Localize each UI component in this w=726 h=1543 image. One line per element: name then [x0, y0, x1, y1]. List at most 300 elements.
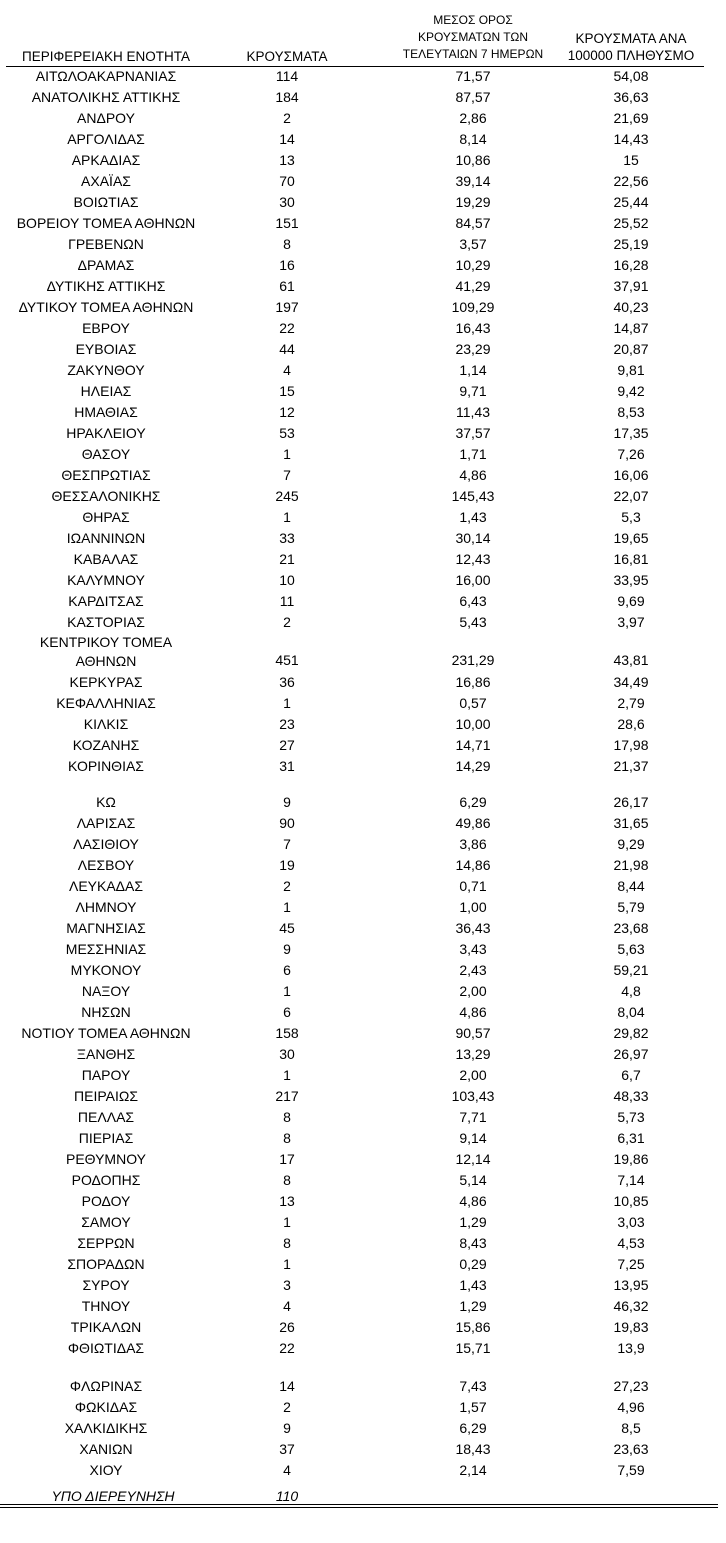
row-cases: 70 [279, 173, 295, 189]
row-cases: 451 [275, 652, 299, 668]
row-region-name: ΑΝΑΤΟΛΙΚΗΣ ΑΤΤΙΚΗΣ [31, 89, 181, 105]
row-cases: 9 [283, 794, 291, 810]
row-region-name: ΚΩ [96, 794, 116, 810]
row-avg-7-days: 23,29 [455, 341, 491, 357]
row-avg-7-days: 1,00 [459, 899, 487, 915]
table-row [0, 1439, 726, 1460]
row-rate-per-100k: 59,21 [613, 962, 649, 978]
row-cases: 14 [279, 131, 295, 147]
header-rate-line1: ΚΡΟΥΣΜΑΤΑ ΑΝΑ [575, 31, 687, 46]
row-avg-7-days: 49,86 [455, 815, 491, 831]
table-row [0, 981, 726, 1002]
row-avg-7-days: 4,86 [459, 467, 487, 483]
row-cases: 245 [275, 488, 299, 504]
table-row [0, 1002, 726, 1023]
row-region-name: ΛΕΣΒΟΥ [77, 857, 135, 873]
row-cases: 30 [279, 1046, 295, 1062]
row-cases: 17 [279, 1151, 295, 1167]
row-rate-per-100k: 20,87 [613, 341, 649, 357]
row-rate-per-100k: 25,44 [613, 194, 649, 210]
row-rate-per-100k: 9,29 [617, 836, 645, 852]
row-cases: 37 [279, 1441, 295, 1457]
table-row [0, 1086, 726, 1107]
row-cases: 9 [283, 1420, 291, 1436]
row-cases: 23 [279, 716, 295, 732]
row-avg-7-days: 10,86 [455, 152, 491, 168]
row-avg-7-days: 1,29 [459, 1214, 487, 1230]
row-cases: 26 [279, 1319, 295, 1335]
row-avg-7-days: 8,43 [459, 1235, 487, 1251]
table-row [0, 108, 726, 129]
header-rate [556, 30, 706, 64]
row-avg-7-days: 5,43 [459, 614, 487, 630]
row-rate-per-100k: 7,25 [617, 1256, 645, 1272]
table-row [0, 1296, 726, 1317]
row-cases: 217 [275, 1088, 299, 1104]
row-cases: 7 [283, 836, 291, 852]
row-region-name: ΣΥΡΟΥ [82, 1277, 130, 1293]
table-row [0, 1191, 726, 1212]
row-region-name-line2: ΑΘΗΝΩΝ [75, 653, 137, 669]
row-region-name [0, 633, 212, 671]
table-row [0, 507, 726, 528]
table-row [0, 735, 726, 756]
row-region-name: ΡΟΔΟΠΗΣ [71, 1172, 141, 1188]
row-region-name: ΝΗΣΩΝ [81, 1004, 131, 1020]
row-rate-per-100k: 21,98 [613, 857, 649, 873]
row-rate-per-100k: 14,87 [613, 320, 649, 336]
row-avg-7-days: 16,00 [455, 572, 491, 588]
row-cases: 14 [279, 1378, 295, 1394]
row-rate-per-100k: 22,07 [613, 488, 649, 504]
table-row [0, 897, 726, 918]
row-cases: 10 [279, 572, 295, 588]
row-region-name: ΚΟΖΑΝΗΣ [72, 737, 140, 753]
row-cases: 22 [279, 320, 295, 336]
table-row [0, 297, 726, 318]
row-region-name: ΞΑΝΘΗΣ [76, 1046, 136, 1062]
table-row [0, 792, 726, 813]
table-row [0, 444, 726, 465]
row-region-name: ΠΕΙΡΑΙΩΣ [74, 1088, 138, 1104]
footer-cases: 110 [275, 1488, 299, 1504]
row-avg-7-days: 145,43 [451, 488, 495, 504]
row-cases: 30 [279, 194, 295, 210]
row-rate-per-100k: 7,26 [617, 446, 645, 462]
table-row [0, 486, 726, 507]
row-region-name: ΑΧΑΪΑΣ [81, 173, 131, 189]
row-rate-per-100k: 9,81 [617, 362, 645, 378]
row-rate-per-100k: 16,28 [613, 257, 649, 273]
table-row [0, 1460, 726, 1481]
row-rate-per-100k: 8,04 [617, 1004, 645, 1020]
table-row [0, 423, 726, 444]
row-region-name: ΒΟΡΕΙΟΥ ΤΟΜΕΑ ΑΘΗΝΩΝ [16, 215, 196, 231]
row-region-name: ΗΛΕΙΑΣ [80, 383, 132, 399]
row-avg-7-days: 1,57 [459, 1399, 487, 1415]
table-row [0, 960, 726, 981]
table-row [0, 855, 726, 876]
row-rate-per-100k: 25,52 [613, 215, 649, 231]
row-region-name: ΚΕΦΑΛΛΗΝΙΑΣ [56, 695, 156, 711]
row-rate-per-100k: 2,79 [617, 695, 645, 711]
row-region-name: ΑΝΔΡΟΥ [77, 110, 135, 126]
row-rate-per-100k: 26,17 [613, 794, 649, 810]
table-row [0, 276, 726, 297]
row-rate-per-100k: 28,6 [617, 716, 645, 732]
row-region-name: ΧΑΝΙΩΝ [79, 1441, 133, 1457]
row-rate-per-100k: 16,81 [613, 551, 649, 567]
row-rate-per-100k: 4,96 [617, 1399, 645, 1415]
row-rate-per-100k: 4,8 [621, 983, 641, 999]
row-rate-per-100k: 17,98 [613, 737, 649, 753]
row-rate-per-100k: 9,42 [617, 383, 645, 399]
row-cases: 1 [283, 1214, 291, 1230]
row-rate-per-100k: 3,03 [617, 1214, 645, 1230]
row-rate-per-100k: 8,5 [621, 1420, 641, 1436]
table-row [0, 1023, 726, 1044]
row-rate-per-100k: 22,56 [613, 173, 649, 189]
row-region-name: ΗΜΑΘΙΑΣ [74, 404, 138, 420]
table-row [0, 939, 726, 960]
row-cases: 53 [279, 425, 295, 441]
row-rate-per-100k: 5,3 [621, 509, 641, 525]
row-rate-per-100k: 9,69 [617, 593, 645, 609]
row-cases: 33 [279, 530, 295, 546]
row-rate-per-100k: 8,44 [617, 878, 645, 894]
row-region-name: ΖΑΚΥΝΘΟΥ [67, 362, 145, 378]
row-cases: 4 [283, 362, 291, 378]
row-avg-7-days: 41,29 [455, 278, 491, 294]
table-row [0, 1338, 726, 1359]
row-rate-per-100k: 26,97 [613, 1046, 649, 1062]
row-rate-per-100k: 15 [623, 152, 639, 168]
table-row [0, 1233, 726, 1254]
row-cases: 6 [283, 1004, 291, 1020]
row-rate-per-100k: 21,37 [613, 758, 649, 774]
table-row [0, 1317, 726, 1338]
row-region-name: ΡΕΘΥΜΝΟΥ [65, 1151, 146, 1167]
row-region-name: ΚΑΒΑΛΑΣ [73, 551, 139, 567]
row-avg-7-days: 36,43 [455, 920, 491, 936]
row-avg-7-days: 12,14 [455, 1151, 491, 1167]
row-cases: 36 [279, 674, 295, 690]
table-row [0, 714, 726, 735]
row-region-name: ΓΡΕΒΕΝΩΝ [68, 236, 144, 252]
row-avg-7-days: 30,14 [455, 530, 491, 546]
row-cases: 19 [279, 857, 295, 873]
row-avg-7-days: 3,86 [459, 836, 487, 852]
row-avg-7-days: 8,14 [459, 131, 487, 147]
table-row [0, 66, 726, 87]
row-avg-7-days: 4,86 [459, 1004, 487, 1020]
row-avg-7-days: 37,57 [455, 425, 491, 441]
row-region-name: ΜΕΣΣΗΝΙΑΣ [65, 941, 147, 957]
row-avg-7-days: 14,86 [455, 857, 491, 873]
row-cases: 4 [283, 1298, 291, 1314]
row-avg-7-days: 1,71 [459, 446, 487, 462]
row-cases: 21 [279, 551, 295, 567]
row-region-name: ΙΩΑΝΝΙΝΩΝ [66, 530, 146, 546]
row-region-name: ΠΕΛΛΑΣ [77, 1109, 135, 1125]
row-cases: 2 [283, 1399, 291, 1415]
row-region-name: ΘΕΣΠΡΩΤΙΑΣ [61, 467, 151, 483]
row-region-name: ΕΒΡΟΥ [82, 320, 130, 336]
row-cases: 114 [275, 68, 299, 84]
row-cases: 3 [283, 1277, 291, 1293]
row-cases: 1 [283, 695, 291, 711]
row-rate-per-100k: 3,97 [617, 614, 645, 630]
row-avg-7-days: 15,71 [455, 1340, 491, 1356]
table-row [0, 339, 726, 360]
row-avg-7-days: 231,29 [451, 652, 495, 668]
row-avg-7-days: 1,29 [459, 1298, 487, 1314]
row-rate-per-100k: 19,65 [613, 530, 649, 546]
row-region-name: ΛΕΥΚΑΔΑΣ [68, 878, 144, 894]
row-rate-per-100k: 43,81 [613, 652, 649, 668]
table-row [0, 1254, 726, 1275]
row-rate-per-100k: 36,63 [613, 89, 649, 105]
table-row [0, 360, 726, 381]
row-rate-per-100k: 33,95 [613, 572, 649, 588]
row-region-name: ΡΟΔΟΥ [81, 1193, 131, 1209]
row-avg-7-days: 10,29 [455, 257, 491, 273]
table-row [0, 192, 726, 213]
row-cases: 13 [279, 152, 295, 168]
row-region-name: ΘΗΡΑΣ [82, 509, 130, 525]
row-avg-7-days: 1,43 [459, 509, 487, 525]
row-region-name: ΗΡΑΚΛΕΙΟΥ [66, 425, 146, 441]
table-row [0, 1376, 726, 1397]
row-avg-7-days: 14,71 [455, 737, 491, 753]
row-avg-7-days: 0,57 [459, 695, 487, 711]
table-row [0, 834, 726, 855]
row-region-name: ΣΠΟΡΑΔΩΝ [67, 1256, 145, 1272]
table-row [0, 1149, 726, 1170]
table-row [0, 87, 726, 108]
row-region-name: ΔΥΤΙΚΟΥ ΤΟΜΕΑ ΑΘΗΝΩΝ [18, 299, 194, 315]
row-region-name: ΛΑΣΙΘΙΟΥ [73, 836, 139, 852]
row-avg-7-days: 3,57 [459, 236, 487, 252]
row-region-name: ΜΑΓΝΗΣΙΑΣ [66, 920, 146, 936]
row-region-name: ΑΡΓΟΛΙΔΑΣ [67, 131, 145, 147]
table-row [0, 1170, 726, 1191]
table-row [0, 549, 726, 570]
row-avg-7-days: 2,86 [459, 110, 487, 126]
row-avg-7-days: 1,14 [459, 362, 487, 378]
row-rate-per-100k: 10,85 [613, 1193, 649, 1209]
table-row [0, 591, 726, 612]
row-region-name: ΧΑΛΚΙΔΙΚΗΣ [64, 1420, 148, 1436]
row-region-name: ΚΑΡΔΙΤΣΑΣ [68, 593, 144, 609]
header-avg [362, 12, 584, 63]
row-rate-per-100k: 21,69 [613, 110, 649, 126]
row-rate-per-100k: 5,63 [617, 941, 645, 957]
row-avg-7-days: 103,43 [451, 1088, 495, 1104]
row-region-name: ΔΡΑΜΑΣ [77, 257, 135, 273]
row-region-name: ΜΥΚΟΝΟΥ [70, 962, 142, 978]
row-rate-per-100k: 7,59 [617, 1462, 645, 1478]
row-cases: 1 [283, 983, 291, 999]
table-row [0, 1107, 726, 1128]
table-row [0, 1065, 726, 1086]
table-row [0, 1275, 726, 1296]
row-rate-per-100k: 29,82 [613, 1025, 649, 1041]
row-cases: 90 [279, 815, 295, 831]
row-rate-per-100k: 8,53 [617, 404, 645, 420]
header-avg-line1: ΜΕΣΟΣ ΟΡΟΣ [433, 13, 513, 27]
row-region-name: ΚΑΛΥΜΝΟΥ [67, 572, 145, 588]
table-row [0, 918, 726, 939]
row-cases: 1 [283, 509, 291, 525]
row-rate-per-100k: 5,79 [617, 899, 645, 915]
row-avg-7-days: 90,57 [455, 1025, 491, 1041]
row-region-name: ΚΑΣΤΟΡΙΑΣ [67, 614, 145, 630]
row-cases: 13 [279, 1193, 295, 1209]
table-row [0, 213, 726, 234]
row-rate-per-100k: 46,32 [613, 1298, 649, 1314]
row-cases: 22 [279, 1340, 295, 1356]
row-cases: 8 [283, 1235, 291, 1251]
row-avg-7-days: 3,43 [459, 941, 487, 957]
row-cases: 184 [275, 89, 299, 105]
row-region-name: ΚΟΡΙΝΘΙΑΣ [68, 758, 144, 774]
row-cases: 4 [283, 1462, 291, 1478]
row-region-name: ΣΑΜΟΥ [81, 1214, 131, 1230]
row-region-name: ΦΩΚΙΔΑΣ [74, 1399, 138, 1415]
row-rate-per-100k: 54,08 [613, 68, 649, 84]
table-row [0, 672, 726, 693]
table-row [0, 1044, 726, 1065]
row-rate-per-100k: 25,19 [613, 236, 649, 252]
row-avg-7-days: 18,43 [455, 1441, 491, 1457]
table-row [0, 693, 726, 714]
row-avg-7-days: 2,43 [459, 962, 487, 978]
row-region-name: ΑΙΤΩΛΟΑΚΑΡΝΑΝΙΑΣ [35, 68, 177, 84]
row-avg-7-days: 16,86 [455, 674, 491, 690]
table-row [0, 876, 726, 897]
row-avg-7-days: 71,57 [455, 68, 491, 84]
row-cases: 2 [283, 110, 291, 126]
row-rate-per-100k: 23,68 [613, 920, 649, 936]
row-cases: 151 [275, 215, 299, 231]
row-region-name: ΠΑΡΟΥ [81, 1067, 131, 1083]
row-rate-per-100k: 19,86 [613, 1151, 649, 1167]
table-row [0, 234, 726, 255]
table-row [0, 612, 726, 633]
row-avg-7-days: 2,00 [459, 1067, 487, 1083]
row-cases: 15 [279, 383, 295, 399]
row-avg-7-days: 4,86 [459, 1193, 487, 1209]
row-cases: 27 [279, 737, 295, 753]
row-cases: 1 [283, 1256, 291, 1272]
row-cases: 44 [279, 341, 295, 357]
row-avg-7-days: 5,14 [459, 1172, 487, 1188]
footer-label: ΥΠΟ ΔΙΕΡΕΥΝΗΣΗ [51, 1488, 175, 1504]
row-avg-7-days: 9,14 [459, 1130, 487, 1146]
row-region-name: ΦΛΩΡΙΝΑΣ [69, 1378, 143, 1394]
row-rate-per-100k: 16,06 [613, 467, 649, 483]
header-rate-line2: 100000 ΠΛΗΘΥΣΜΟ [567, 48, 695, 63]
row-cases: 11 [279, 593, 295, 609]
row-cases: 1 [283, 446, 291, 462]
row-cases: 12 [279, 404, 295, 420]
table-row [0, 150, 726, 171]
row-avg-7-days: 1,43 [459, 1277, 487, 1293]
table-bottom-border [0, 1504, 718, 1508]
row-avg-7-days: 109,29 [451, 299, 495, 315]
row-avg-7-days: 11,43 [456, 404, 490, 420]
row-region-name: ΣΕΡΡΩΝ [77, 1235, 135, 1251]
row-avg-7-days: 10,00 [455, 716, 491, 732]
row-rate-per-100k: 27,23 [613, 1378, 649, 1394]
row-avg-7-days: 0,71 [459, 878, 487, 894]
row-region-name-line1: ΚΕΝΤΡΙΚΟΥ ΤΟΜΕΑ [39, 634, 173, 650]
table-row [0, 402, 726, 423]
row-cases: 8 [283, 236, 291, 252]
row-rate-per-100k: 34,49 [613, 674, 649, 690]
row-cases: 31 [279, 758, 295, 774]
row-avg-7-days: 6,29 [459, 1420, 487, 1436]
header-avg-line2: ΚΡΟΥΣΜΑΤΩΝ ΤΩΝ [417, 30, 529, 44]
row-region-name: ΘΕΣΣΑΛΟΝΙΚΗΣ [51, 488, 161, 504]
table-row [0, 1212, 726, 1233]
row-rate-per-100k: 6,7 [621, 1067, 641, 1083]
row-avg-7-days: 2,14 [459, 1462, 487, 1478]
row-avg-7-days: 12,43 [455, 551, 491, 567]
row-region-name: ΔΥΤΙΚΗΣ ΑΤΤΙΚΗΣ [46, 278, 166, 294]
row-cases: 2 [283, 614, 291, 630]
row-region-name: ΝΟΤΙΟΥ ΤΟΜΕΑ ΑΘΗΝΩΝ [21, 1025, 191, 1041]
row-region-name: ΒΟΙΩΤΙΑΣ [73, 194, 139, 210]
table-row [0, 570, 726, 591]
row-rate-per-100k: 5,73 [617, 1109, 645, 1125]
row-rate-per-100k: 6,31 [617, 1130, 645, 1146]
row-cases: 7 [283, 467, 291, 483]
row-region-name: ΠΙΕΡΙΑΣ [78, 1130, 134, 1146]
row-region-name: ΛΗΜΝΟΥ [75, 899, 137, 915]
row-region-name: ΝΑΞΟΥ [81, 983, 131, 999]
row-rate-per-100k: 31,65 [613, 815, 649, 831]
table-row [0, 1418, 726, 1439]
row-region-name: ΤΡΙΚΑΛΩΝ [70, 1319, 142, 1335]
table-row [0, 318, 726, 339]
header-region: ΠΕΡΙΦΕΡΕΙΑΚΗ ΕΝΟΤΗΤΑ [21, 49, 191, 64]
row-avg-7-days: 14,29 [455, 758, 491, 774]
row-region-name: ΦΘΙΩΤΙΔΑΣ [67, 1340, 145, 1356]
row-region-name: ΑΡΚΑΔΙΑΣ [71, 152, 141, 168]
table-row [0, 381, 726, 402]
row-region-name: ΛΑΡΙΣΑΣ [76, 815, 136, 831]
row-region-name: ΘΑΣΟΥ [81, 446, 131, 462]
row-cases: 8 [283, 1172, 291, 1188]
row-rate-per-100k: 4,53 [617, 1235, 645, 1251]
row-avg-7-days: 15,86 [455, 1319, 491, 1335]
table-row [0, 129, 726, 150]
table-row [0, 1397, 726, 1418]
row-avg-7-days: 6,43 [459, 593, 487, 609]
row-avg-7-days: 19,29 [455, 194, 491, 210]
header-cases: ΚΡΟΥΣΜΑΤΑ [246, 49, 328, 64]
row-rate-per-100k: 23,63 [613, 1441, 649, 1457]
row-region-name: ΚΙΛΚΙΣ [83, 716, 129, 732]
row-region-name: ΚΕΡΚΥΡΑΣ [69, 674, 143, 690]
row-avg-7-days: 87,57 [455, 89, 491, 105]
row-avg-7-days: 39,14 [455, 173, 491, 189]
row-cases: 16 [279, 257, 295, 273]
table-row [0, 1128, 726, 1149]
row-rate-per-100k: 40,23 [613, 299, 649, 315]
